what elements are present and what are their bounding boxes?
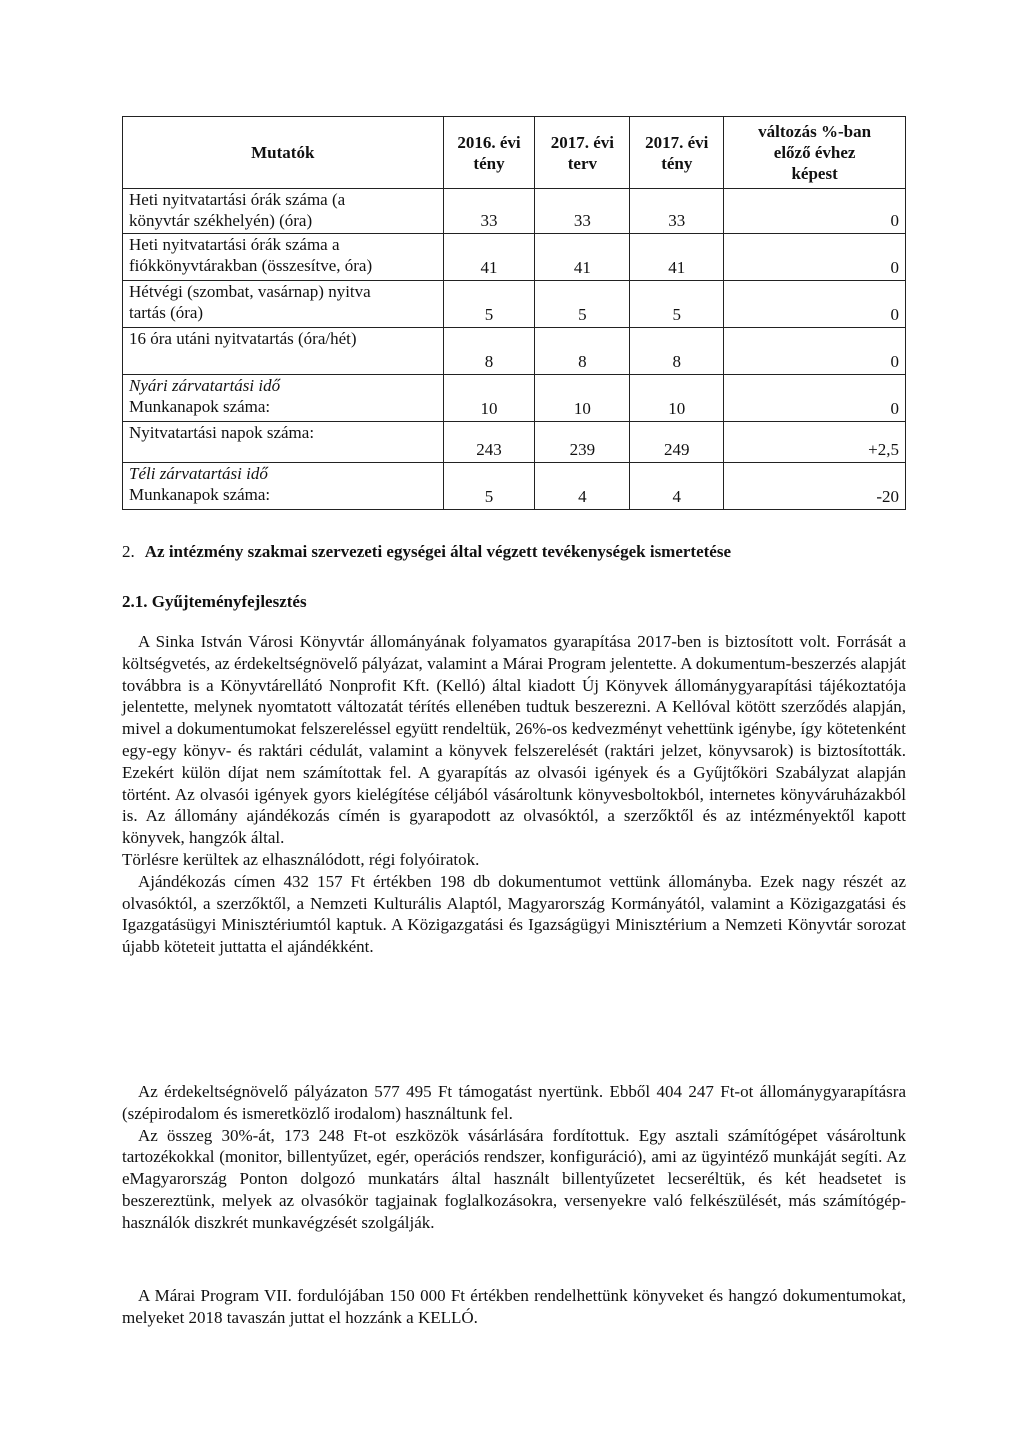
cell-change: +2,5 <box>724 422 906 463</box>
header-valtozas-line2: előző évhez <box>773 143 856 162</box>
cell-2017-teny: 41 <box>630 234 724 281</box>
header-2016-line2: tény <box>473 153 505 173</box>
row-label-line: könyvtár székhelyén) (óra) <box>129 211 313 230</box>
cell-2016: 243 <box>443 422 535 463</box>
cell-2016: 33 <box>443 189 535 234</box>
cell-2017-teny: 249 <box>630 422 724 463</box>
cell-2017-teny: 10 <box>630 375 724 422</box>
cell-2017-terv: 8 <box>535 328 630 375</box>
paragraph: Az érdekeltségnövelő pályázaton 577 495 Ft támogatást nyertünk. Ebből 404 247 Ft-ot állománygyarapításra (szépirodalom és ismeretközlő irodalom) használtunk fel. <box>122 1082 906 1123</box>
cell-2017-terv: 5 <box>535 281 630 328</box>
body-text-block-1 <box>122 631 906 958</box>
table-row <box>123 189 906 234</box>
row-label <box>123 234 444 281</box>
cell-2017-terv: 41 <box>535 234 630 281</box>
paragraph: Törlésre kerültek az elhasználódott, régi folyóiratok. <box>122 849 480 869</box>
row-label <box>123 328 444 375</box>
statistics-table <box>122 116 906 510</box>
cell-change: 0 <box>724 234 906 281</box>
cell-2017-terv: 4 <box>535 463 630 510</box>
row-label-italic: Nyári zárvatartási idő <box>129 376 281 395</box>
paragraph: Az összeg 30%-át, 173 248 Ft-ot eszközök vásárlására fordítottuk. Egy asztali számítógépet vásároltunk tartozékokkal (monitor, billentyűzet, egér, operációs rendszer, konfiguráció), ami az ügyintéző munkáját segíti. Az eMagyarország Ponton dolgozó munkatárs által használt billentyűzetet lecseréltük, és két headsetet is beszereztünk, melyek az olvasókör tagjainak foglalkozásokra, versenyekre való felkészülését, más számítógép-használók diszkrét munkavégzését szolgálják. <box>122 1125 906 1232</box>
row-label-line: fiókkönyvtárakban (összesítve, óra) <box>129 256 373 275</box>
cell-2016: 8 <box>443 328 535 375</box>
cell-2017-teny: 33 <box>630 189 724 234</box>
row-label-line: Nyitvatartási napok száma: <box>129 423 315 442</box>
row-label-line: Heti nyitvatartási órák száma a <box>129 235 340 254</box>
cell-change: -20 <box>724 463 906 510</box>
row-label-italic: Téli zárvatartási idő <box>129 464 268 483</box>
table-row <box>123 422 906 463</box>
header-2017terv-line1: 2017. évi <box>550 132 615 152</box>
cell-2017-terv: 10 <box>535 375 630 422</box>
table-row <box>123 281 906 328</box>
row-label <box>123 375 444 422</box>
row-label-line: tartás (óra) <box>129 303 204 322</box>
header-mutatok: Mutatók <box>123 117 444 189</box>
header-2016-line1: 2016. évi <box>457 132 521 152</box>
cell-2017-teny: 5 <box>630 281 724 328</box>
cell-2017-terv: 239 <box>535 422 630 463</box>
row-label-line: Hétvégi (szombat, vasárnap) nyitva <box>129 282 371 301</box>
header-2017teny-line2: tény <box>661 153 693 173</box>
table-header-row <box>123 117 906 189</box>
cell-change: 0 <box>724 328 906 375</box>
cell-2016: 41 <box>443 234 535 281</box>
header-valtozas-line1: változás %-ban <box>758 122 872 141</box>
paragraph: A Sinka István Városi Könyvtár állományának folyamatos gyarapítása 2017-ben is biztosított volt. Forrását a költségvetés, az érdekeltségnövelő pályázat, valamint a Márai Program jelentette. A dokumentum-beszerzés alapját továbbra is a Könyvtárellátó Nonprofit Kft. (Kelló) által kiadott Új Könyvek állománygyarapítási tájékoztatója jelentette, melynek nyomtatott változatát térítés ellenében tudtuk beszerezni. A Kellóval kötött szerződés alapján, mivel a dokumentumokat felszereléssel együtt rendeltük, 26%-os kedvezményt vehettünk igénybe, így kötetenként egy-egy könyv- és raktári cédulát, valamint a könyvek felszerelését (raktári jelzet, könyvsarok) is biztosították. Ezekért külön díjat nem számítottak fel. A gyarapítás az olvasói igények és a Gyűjtőköri Szabályzat alapján történt. Az olvasói igények gyors kielégítése céljából vásároltunk könyvesboltokból, internetes könyváruházakból is. Az állomány ajándékozás címén is gyarapodott az olvasóktól, a szerzőktől és az intézményektől kapott könyvek, hangzók által. <box>122 632 906 848</box>
paragraph: Ajándékozás címen 432 157 Ft értékben 198 db dokumentumot vettünk állományba. Ezek nagy részét az olvasóktól, a szerzőktől, a Nemzeti Kulturális Alaptól, Magyarország Kormányától, valamint a Közigazgatási és Igazgatásügyi Minisztériumtól kaptuk. A Közigazgatási és Igazságügyi Minisztérium a Nemzeti Könyvtár sorozat újabb köteteit juttatta el ajándékként. <box>122 871 906 957</box>
row-label <box>123 463 444 510</box>
section-heading <box>122 542 731 562</box>
table-row <box>123 375 906 422</box>
section-title-text: Az intézmény szakmai szervezeti egységei által végzett tevékenységek ismertetése <box>144 542 732 561</box>
header-2017-teny <box>630 117 724 189</box>
row-label-line: 16 óra utáni nyitvatartás (óra/hét) <box>129 329 357 348</box>
cell-2016: 5 <box>443 281 535 328</box>
header-2017teny-line1: 2017. évi <box>645 132 709 152</box>
body-text-block-2 <box>122 1081 906 1234</box>
subsection-heading: 2.1. Gyűjteményfejlesztés <box>122 592 307 611</box>
row-label <box>123 422 444 463</box>
cell-change: 0 <box>724 189 906 234</box>
header-2016-teny <box>443 117 535 189</box>
cell-2016: 10 <box>443 375 535 422</box>
cell-2017-teny: 8 <box>630 328 724 375</box>
header-2017terv-line2: terv <box>567 153 598 173</box>
cell-2017-teny: 4 <box>630 463 724 510</box>
table-row <box>123 463 906 510</box>
cell-change: 0 <box>724 375 906 422</box>
paragraph: A Márai Program VII. fordulójában 150 000 Ft értékben rendelhettünk könyveket és hangzó dokumentumokat, melyeket 2018 tavaszán juttat el hozzánk a KELLÓ. <box>122 1286 906 1327</box>
row-label <box>123 281 444 328</box>
header-valtozas <box>724 117 906 189</box>
row-label <box>123 189 444 234</box>
header-2017-terv <box>535 117 630 189</box>
row-label-line: Heti nyitvatartási órák száma (a <box>129 190 346 209</box>
row-label-line: Munkanapok száma: <box>129 397 271 416</box>
cell-change: 0 <box>724 281 906 328</box>
table-row <box>123 234 906 281</box>
body-text-block-3 <box>122 1285 906 1329</box>
table-row <box>123 328 906 375</box>
row-label-line: Munkanapok száma: <box>129 485 271 504</box>
cell-2016: 5 <box>443 463 535 510</box>
header-valtozas-line3: képest <box>791 164 838 183</box>
cell-2017-terv: 33 <box>535 189 630 234</box>
section-number: 2. <box>122 542 135 561</box>
